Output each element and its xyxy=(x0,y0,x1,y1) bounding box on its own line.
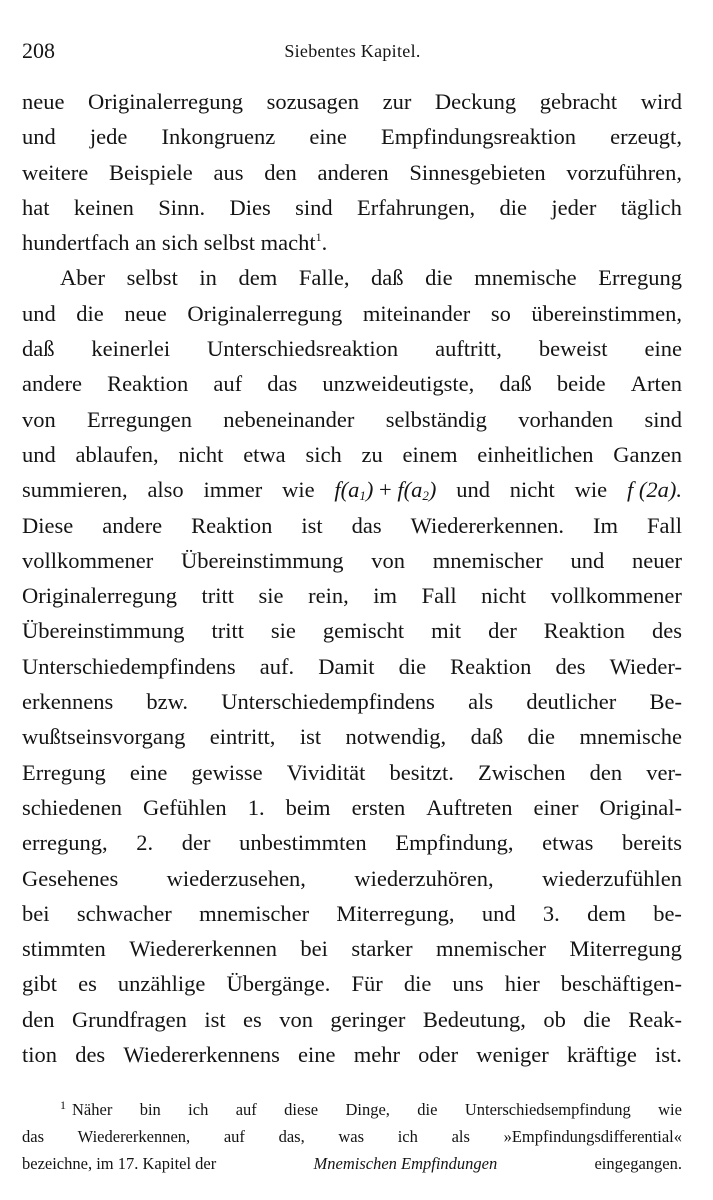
word: kräftige xyxy=(566,1042,637,1068)
word: Deckung xyxy=(434,89,517,114)
text-line xyxy=(22,366,682,401)
word: gibt xyxy=(22,971,58,997)
word: Erregungen xyxy=(87,406,192,432)
word: der xyxy=(488,618,517,644)
word: Miterregung, xyxy=(336,900,455,926)
word: Auftreten xyxy=(426,794,513,820)
word: dem xyxy=(587,900,626,926)
word: sind xyxy=(644,406,682,432)
footnote-line xyxy=(22,1123,682,1150)
page-header xyxy=(22,36,683,66)
text-line xyxy=(22,225,682,260)
word: keinen xyxy=(73,194,134,220)
word: und xyxy=(22,300,56,326)
word: ist xyxy=(301,512,323,538)
word: mnemische xyxy=(474,265,577,291)
word: Ganzen xyxy=(613,441,682,467)
text-line xyxy=(22,861,682,896)
word: daß xyxy=(371,265,404,291)
word: starker xyxy=(351,936,413,962)
main-text xyxy=(22,84,682,1072)
word: rein, xyxy=(308,583,349,609)
word: ver- xyxy=(646,759,682,785)
word: das xyxy=(267,371,298,397)
word: ich xyxy=(397,1127,418,1146)
book-title: Mnemischen Empfindungen xyxy=(313,1154,498,1173)
word: Für xyxy=(351,971,383,997)
word: den xyxy=(264,159,297,185)
word: die xyxy=(76,300,104,326)
word: die xyxy=(527,724,556,750)
word: unbestimmten xyxy=(239,830,367,856)
word: dem xyxy=(238,265,278,291)
word: selbst xyxy=(126,265,178,291)
footnote xyxy=(22,1096,682,1177)
word: vorzuführen, xyxy=(566,159,682,185)
word: Originalerregung xyxy=(187,300,343,326)
word: und xyxy=(22,441,56,467)
word: beschäftigen- xyxy=(560,971,682,997)
word: tritt xyxy=(211,618,244,644)
word: eine xyxy=(309,124,347,150)
word: ablaufen, xyxy=(75,441,159,467)
word: Reaktion xyxy=(543,618,626,644)
word: daß xyxy=(499,371,532,397)
word: Zwischen xyxy=(478,759,566,785)
word: es xyxy=(243,1006,262,1032)
word: hat xyxy=(22,194,50,220)
word: Übergänge. xyxy=(226,971,331,997)
footnote-mark: 1 xyxy=(60,1098,66,1112)
word: Erfahrungen, xyxy=(357,194,476,220)
word: Empfindungsreaktion xyxy=(381,124,576,150)
word: notwendig, xyxy=(345,724,447,750)
text-line xyxy=(22,543,682,578)
word: 1. xyxy=(247,794,265,820)
footnote-line: $^1$ Näher bin ich auf diese Dinge, die Unterschiedsempfindung wie xyxy=(60,1098,682,1119)
word: mehr xyxy=(353,1042,400,1068)
word: Bedeutung, xyxy=(422,1006,526,1032)
word: mnemischer xyxy=(436,936,547,962)
word: Unterschiedsreaktion xyxy=(207,336,399,362)
word: mnemische xyxy=(579,724,682,750)
word: auf xyxy=(213,371,243,397)
word: auf xyxy=(223,1127,245,1146)
word: Unterschiedempfindens xyxy=(22,653,236,679)
word: beide xyxy=(556,371,606,397)
word: wird xyxy=(640,89,682,114)
word: auf. xyxy=(259,653,295,679)
word: des xyxy=(651,618,682,644)
word: Be- xyxy=(649,689,682,715)
word: besitzt. xyxy=(389,759,454,785)
word: ob xyxy=(543,1006,566,1032)
word: eintritt, xyxy=(209,724,276,750)
word: sie xyxy=(270,618,296,644)
word: des xyxy=(75,1042,106,1068)
word: Fall xyxy=(421,583,457,609)
word: Wiedererkennen. xyxy=(410,512,564,538)
word: weniger xyxy=(476,1042,549,1068)
text-line xyxy=(22,155,682,190)
word: mnemischer xyxy=(432,547,543,573)
word: auftritt, xyxy=(435,336,502,362)
word: Erregung xyxy=(22,759,106,785)
word: Dies xyxy=(229,194,271,220)
word: es xyxy=(78,971,97,997)
word: Reak- xyxy=(628,1006,682,1032)
word: wiederzusehen, xyxy=(166,865,306,891)
word: Arten xyxy=(630,371,682,397)
word: einem xyxy=(402,441,458,467)
line-text: hundertfach an sich selbst macht xyxy=(22,230,316,256)
running-head: Siebentes Kapitel. xyxy=(284,41,421,61)
text-line xyxy=(22,402,682,437)
text-line xyxy=(22,578,682,613)
text-line xyxy=(22,790,682,825)
text-line xyxy=(22,437,682,472)
word: unzählige xyxy=(117,971,206,997)
text-line xyxy=(22,684,682,719)
word: etwa xyxy=(243,441,286,467)
footnote-line: bezeichne, im 17. Kapitel der Mnemischen Empfindungen eingegangen. xyxy=(22,1150,682,1177)
text-line xyxy=(22,613,682,648)
word: sind xyxy=(295,194,333,220)
word: schiedenen xyxy=(22,794,122,820)
text-line xyxy=(22,825,682,860)
word: zu xyxy=(361,441,383,467)
word: mit xyxy=(431,618,462,644)
word: Originalerregung xyxy=(88,89,243,114)
word: einer xyxy=(533,794,579,820)
text-line-formula: summieren, also immer wie $f(a_1) + f(a_2)$ und nicht wie f (2a). xyxy=(22,472,682,507)
word: ist xyxy=(204,1006,226,1032)
word: nicht xyxy=(481,583,527,609)
word: gewisse xyxy=(191,759,263,785)
word: von xyxy=(279,1006,313,1032)
word: Sinn. xyxy=(158,194,206,220)
word: eine xyxy=(644,336,682,362)
word: was xyxy=(338,1127,365,1146)
word: 3. xyxy=(542,900,560,926)
word: Sinnesgebieten xyxy=(409,159,546,185)
word: nebeneinander xyxy=(223,406,355,432)
word: eine xyxy=(129,759,168,785)
word: bereits xyxy=(622,830,682,856)
word: stimmten xyxy=(22,936,106,962)
word: miteinander xyxy=(362,300,471,326)
word: den xyxy=(589,759,623,785)
word: ist xyxy=(299,724,322,750)
text-line xyxy=(22,260,682,295)
word: aus xyxy=(213,159,244,185)
word: selbständig xyxy=(385,406,487,432)
word: die xyxy=(499,194,527,220)
formula: $f(a_1) + f(a_2)$ xyxy=(334,477,437,504)
text-line xyxy=(22,1002,682,1037)
word: Original- xyxy=(599,794,682,820)
word: sozusagen xyxy=(266,89,360,114)
word: das xyxy=(351,512,382,538)
word: jeder xyxy=(551,194,597,220)
word: Wieder- xyxy=(609,653,682,679)
word: jede xyxy=(89,124,128,150)
word: von xyxy=(371,547,405,573)
word: einheitlichen xyxy=(477,441,594,467)
word: gebracht xyxy=(539,89,618,114)
word: bei xyxy=(22,900,50,926)
word: Reaktion xyxy=(191,512,273,538)
text-line xyxy=(22,1037,682,1072)
word: Miterregung xyxy=(569,936,682,962)
word: »Empfindungsdifferential« xyxy=(503,1127,682,1146)
word: Wiedererkennens xyxy=(123,1042,280,1068)
word: zur xyxy=(382,89,412,114)
word: erkennens xyxy=(22,689,114,715)
word: sich xyxy=(305,441,342,467)
word: deutlicher xyxy=(526,689,617,715)
word: daß xyxy=(22,336,55,362)
word: Im xyxy=(592,512,618,538)
word: wiederzufühlen xyxy=(542,865,682,891)
word: wiederzuhören, xyxy=(354,865,494,891)
word: vollkommener xyxy=(22,547,154,573)
word: neue xyxy=(124,300,167,326)
word: das xyxy=(22,1127,44,1146)
word: die xyxy=(403,971,432,997)
word: übereinstimmen, xyxy=(531,300,682,326)
word: Diese xyxy=(22,512,74,538)
word: ist. xyxy=(655,1042,682,1068)
word: eine xyxy=(298,1042,336,1068)
word: und xyxy=(22,124,56,150)
word: geringer xyxy=(330,1006,406,1032)
word: des xyxy=(555,653,586,679)
word: als xyxy=(451,1127,470,1146)
word: beim xyxy=(285,794,331,820)
word: die xyxy=(583,1006,611,1032)
word: tritt xyxy=(201,583,234,609)
word: nicht xyxy=(178,441,224,467)
word: wußtseinsvorgang xyxy=(22,724,186,750)
word: schwacher xyxy=(76,900,172,926)
word: in xyxy=(199,265,217,291)
word: anderen xyxy=(317,159,389,185)
word: Originalerregung xyxy=(22,583,177,609)
text-line xyxy=(22,296,682,331)
word: bzw. xyxy=(146,689,189,715)
word: die xyxy=(398,653,427,679)
word: so xyxy=(490,300,511,326)
word: Gefühlen xyxy=(142,794,227,820)
word: Aber xyxy=(60,265,105,291)
word: sie xyxy=(258,583,284,609)
word: uns xyxy=(452,971,484,997)
word: andere xyxy=(102,512,163,538)
text-line xyxy=(22,508,682,543)
word: erregung, xyxy=(22,830,108,856)
word: Falle, xyxy=(298,265,350,291)
word: als xyxy=(468,689,494,715)
page-number: 208 xyxy=(22,38,55,63)
word: gemischt xyxy=(322,618,405,644)
word: Empfindung, xyxy=(395,830,514,856)
word: von xyxy=(22,406,56,432)
word: tion xyxy=(22,1042,58,1068)
word: Übereinstimmung xyxy=(181,547,344,573)
word: Beispiele xyxy=(108,159,193,185)
word: weitere xyxy=(22,159,89,185)
word: Damit xyxy=(318,653,375,679)
word: das, xyxy=(278,1127,305,1146)
word: daß xyxy=(470,724,504,750)
text-line xyxy=(22,896,682,931)
word: Reaktion xyxy=(450,653,532,679)
word: täglich xyxy=(620,194,682,220)
word: beweist xyxy=(538,336,608,362)
word: mnemischer xyxy=(199,900,310,926)
word: Erregung xyxy=(598,265,682,291)
word: der xyxy=(181,830,211,856)
word: unzweideutigste, xyxy=(322,371,475,397)
formula: f (2a). xyxy=(626,477,682,503)
word: und xyxy=(481,900,516,926)
word: etwas xyxy=(542,830,594,856)
word: Fall xyxy=(646,512,682,538)
word: neue xyxy=(22,89,65,114)
word: Inkongruenz xyxy=(161,124,276,150)
fn-first-word: Näher xyxy=(72,1100,113,1119)
word: den xyxy=(22,1006,55,1032)
text-line xyxy=(22,84,682,119)
word: keinerlei xyxy=(91,336,171,362)
word: ersten xyxy=(351,794,406,820)
text-line xyxy=(22,649,682,684)
word: 2. xyxy=(136,830,154,856)
word: die xyxy=(425,265,453,291)
word: Übereinstimmung xyxy=(22,618,185,644)
word: erzeugt, xyxy=(610,124,682,150)
word: andere xyxy=(22,371,82,397)
word: im xyxy=(373,583,398,609)
footnote-reference: 1 xyxy=(315,230,322,245)
word: Grundfragen xyxy=(71,1006,187,1032)
word: Wiedererkennen xyxy=(129,936,277,962)
line-end: . xyxy=(321,230,328,256)
word: Unterschiedempfindens xyxy=(221,689,435,715)
text-line xyxy=(22,755,682,790)
word: oder xyxy=(418,1042,459,1068)
word: Reaktion xyxy=(107,371,189,397)
word: Wiedererkennen, xyxy=(77,1127,191,1146)
text-line xyxy=(22,119,682,154)
word: hier xyxy=(504,971,540,997)
text-line xyxy=(22,966,682,1001)
word: Vividität xyxy=(286,759,366,785)
text-line xyxy=(22,331,682,366)
word: vollkommener xyxy=(550,583,682,609)
word: Gesehenes xyxy=(22,865,119,891)
word: neuer xyxy=(632,547,682,573)
word: vorhanden xyxy=(518,406,614,432)
word: be- xyxy=(653,900,682,926)
word: bei xyxy=(300,936,328,962)
text-line xyxy=(22,190,682,225)
text-line xyxy=(22,719,682,754)
text-line xyxy=(22,931,682,966)
word: und xyxy=(570,547,605,573)
